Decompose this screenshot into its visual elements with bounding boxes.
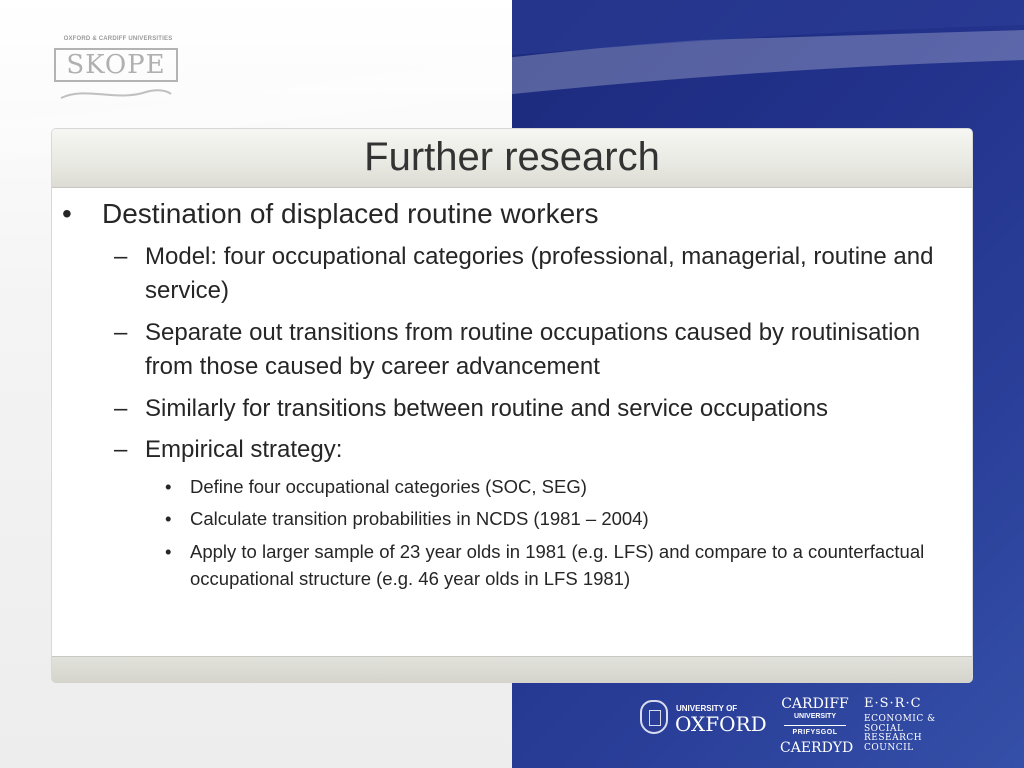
oxford-crest-icon <box>640 700 668 734</box>
esrc-logo-name: ECONOMIC & SOCIAL RESEARCH COUNCIL <box>864 714 936 753</box>
slide-title: Further research <box>364 135 660 179</box>
cardiff-logo-line3: PRIFYSGOL <box>792 729 838 736</box>
bullet-mark: • <box>165 541 172 562</box>
cardiff-logo-line4: CAERDYD <box>780 740 854 756</box>
bullet-mark: • <box>165 508 172 529</box>
partner-logos <box>638 694 938 762</box>
cardiff-logo-line1: CARDIFF <box>781 696 849 712</box>
oxford-logo-line2: OXFORD <box>675 712 767 736</box>
skope-logo-tagline: OXFORD & CARDIFF UNIVERSITIES <box>63 36 173 42</box>
dash-mark: – <box>114 243 128 270</box>
bullet-text: Calculate transition probabilities in NCDS (1981 – 2004) <box>190 508 649 529</box>
title-bar <box>52 129 972 188</box>
bullet-text: Define four occupational categories (SOC, SEG) <box>190 476 587 497</box>
skope-logo-name: SKOPE <box>54 48 178 82</box>
bullet-text: Apply to larger sample of 23 year olds in 1981 (e.g. LFS) and compare to a counterfactual occupational structure (e.g. 46 year olds in LFS 1981) <box>190 541 925 589</box>
bullet-text: Model: four occupational categories (professional, managerial, routine and service) <box>145 243 934 304</box>
content-panel <box>52 129 972 682</box>
cardiff-logo-line2: UNIVERSITY <box>793 713 836 720</box>
cardiff-logo-divider <box>784 725 846 726</box>
bullet-text: Empirical strategy: <box>145 436 343 463</box>
swirl-icon <box>56 84 176 104</box>
cardiff-logo <box>780 696 854 762</box>
dash-mark: – <box>114 395 128 422</box>
esrc-logo <box>864 696 938 762</box>
bullet-mark: • <box>62 198 72 229</box>
oxford-logo-line1: UNIVERSITY OF <box>676 704 738 713</box>
bullet-mark: • <box>165 476 172 497</box>
skope-logo <box>52 36 182 106</box>
dash-mark: – <box>114 319 128 346</box>
esrc-logo-acronym: E·S·R·C <box>864 696 922 711</box>
bullet-text: Similarly for transitions between routine and service occupations <box>145 395 829 422</box>
oxford-logo <box>638 698 767 738</box>
bullet-text: Destination of displaced routine workers <box>102 198 599 229</box>
bullet-text: Separate out transitions from routine occupations caused by routinisation from those caused by career advancement <box>145 319 921 380</box>
footer-bar <box>52 656 972 683</box>
dash-mark: – <box>114 436 128 463</box>
